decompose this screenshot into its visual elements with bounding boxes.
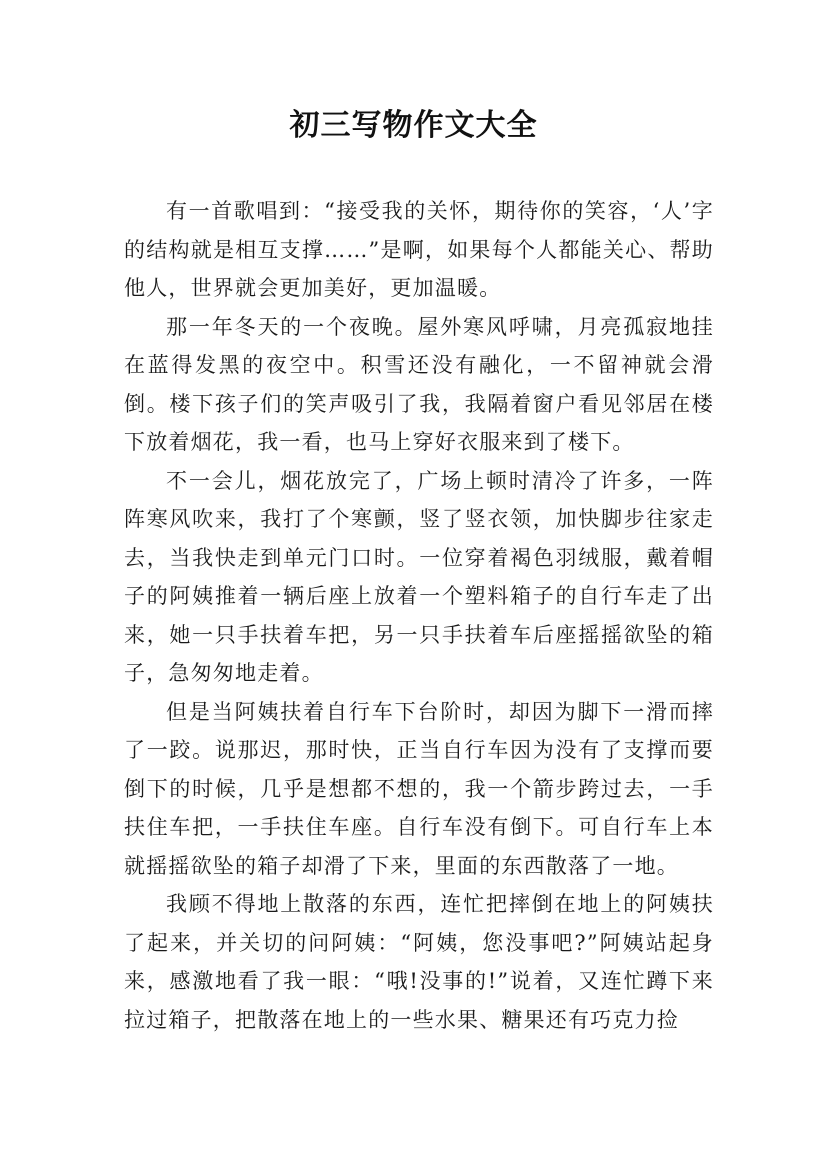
document-body (124, 192, 714, 1039)
document-title: 初三写物作文大全 (289, 108, 538, 143)
paragraph: 那一年冬天的一个夜晚。屋外寒风呼啸，月亮孤寂地挂在蓝得发黑的夜空中。积雪还没有融化，一不留神就会滑倒。楼下孩子们的笑声吸引了我，我隔着窗户看见邻居在楼下放着烟花，我一看，也马上穿好衣服来到了楼下。 (124, 314, 714, 454)
paragraph: 不一会儿，烟花放完了，广场上顿时清冷了许多，一阵阵寒风吹来，我打了个寒颤，竖了竖衣领，加快脚步往家走去，当我快走到单元门口时。一位穿着褐色羽绒服，戴着帽子的阿姨推着一辆后座上放着一个塑料箱子的自行车走了出来，她一只手扶着车把，另一只手扶着车后座摇摇欲坠的箱子，急匆匆地走着。 (124, 468, 714, 685)
paragraph: 但是当阿姨扶着自行车下台阶时，却因为脚下一滑而摔了一跤。说那迟，那时快，正当自行车因为没有了支撑而要倒下的时候，几乎是想都不想的，我一个箭步跨过去，一手扶住车把，一手扶住车座。自行车没有倒下。可自行车上本就摇摇欲坠的箱子却滑了下来，里面的东西散落了一地。 (124, 699, 714, 878)
paragraph: 我顾不得地上散落的东西，连忙把摔倒在地上的阿姨扶了起来，并关切的问阿姨：“阿姨，您没事吧?”阿姨站起身来，感激地看了我一眼：“哦!没事的!”说着，又连忙蹲下来拉过箱子，把散落在地上的一些水果、糖果还有巧克力捡 (124, 892, 714, 1032)
paragraph: 有一首歌唱到：“接受我的关怀，期待你的笑容，‘人’字的结构就是相互支撑……”是啊，如果每个人都能关心、帮助他人，世界就会更加美好，更加温暖。 (124, 199, 714, 300)
